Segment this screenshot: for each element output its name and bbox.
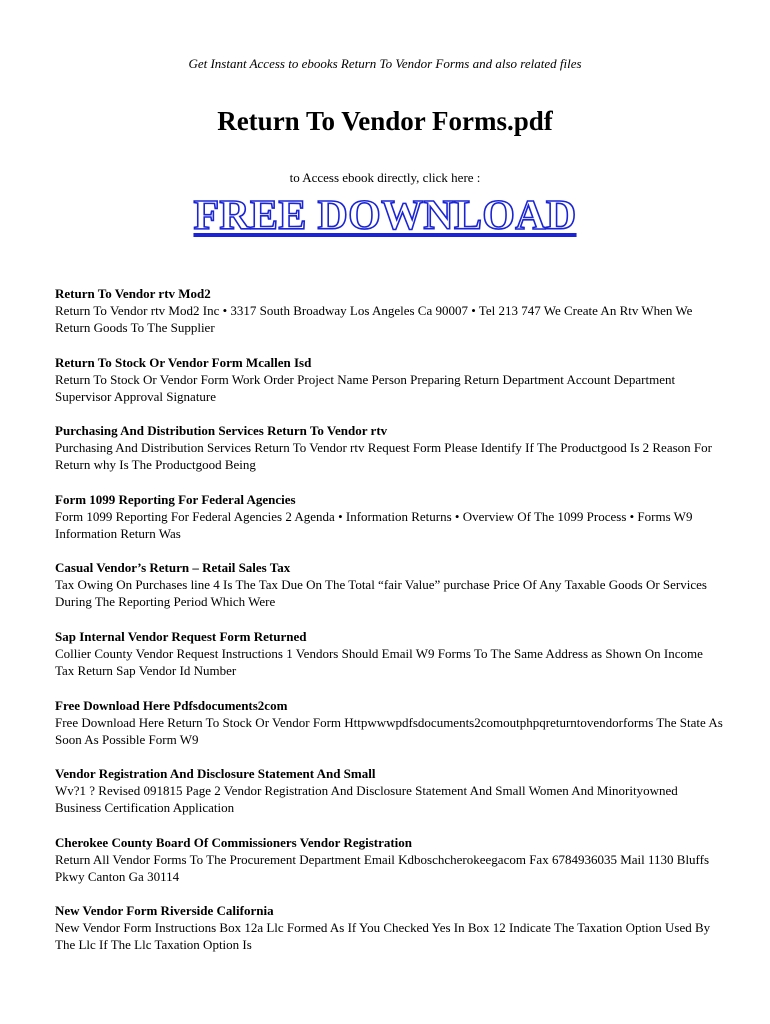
- entry-title: Sap Internal Vendor Request Form Returned: [55, 628, 307, 644]
- entry-title: Vendor Registration And Disclosure Statement And Small: [55, 766, 376, 782]
- list-item: [55, 559, 725, 628]
- list-item: [55, 765, 725, 834]
- list-item: [55, 422, 725, 491]
- entry-description: Tax Owing On Purchases line 4 Is The Tax Due On The Total “fair Value” purchase Price Of Any Taxable Goods Or Services During The Reporting Period Which Were: [55, 577, 707, 610]
- entry-title: Return To Stock Or Vendor Form Mcallen Isd: [55, 354, 312, 370]
- list-item: [55, 834, 725, 903]
- entry-title: Free Download Here Pdfsdocuments2com: [55, 697, 288, 713]
- entry-description: Wv?1 ? Revised 091815 Page 2 Vendor Registration And Disclosure Statement And Small Women And Minorityowned Business Certification Application: [55, 783, 678, 816]
- entry-description: Return To Vendor rtv Mod2 Inc • 3317 South Broadway Los Angeles Ca 90007 • Tel 213 747 We Create An Rtv When We Return Goods To The Supplier: [55, 303, 693, 335]
- entry-description: Free Download Here Return To Stock Or Vendor Form Httpwwwpdfsdocuments2comoutphpqreturntovendorforms The State As Soon As Possible Form W9: [55, 714, 723, 747]
- entry-description: New Vendor Form Instructions Box 12a Llc Formed As If You Checked Yes In Box 12 Indicate The Taxation Option Used By The Llc If The Llc Taxation Option Is: [55, 920, 711, 953]
- entry-title: Return To Vendor rtv Mod2: [55, 286, 211, 301]
- free-download-link[interactable]: FREE DOWNLOAD: [193, 193, 577, 239]
- entry-title: Purchasing And Distribution Services Return To Vendor rtv: [55, 423, 388, 439]
- entry-description: Collier County Vendor Request Instructions 1 Vendors Should Email W9 Forms To The Same Address as Shown On Income Tax Return Sap Vendor Id Number: [55, 645, 703, 678]
- list-item: [55, 902, 725, 971]
- entry-description: Return All Vendor Forms To The Procurement Department Email Kdboschcherokeegacom Fax 6784936035 Mail 1130 Bluffs Pkwy Canton Ga 30114: [55, 851, 710, 884]
- list-item: [55, 285, 725, 354]
- entry-title: Cherokee County Board Of Commissioners Vendor Registration: [55, 834, 413, 850]
- list-item: [55, 628, 725, 697]
- top-note: Get Instant Access to ebooks Return To Vendor Forms and also related files: [188, 56, 582, 71]
- entry-list: [55, 285, 725, 971]
- entry-title: Form 1099 Reporting For Federal Agencies: [55, 491, 296, 507]
- list-item: [55, 697, 725, 766]
- entry-title: New Vendor Form Riverside California: [55, 903, 274, 919]
- page-title: Return To Vendor Forms.pdf: [217, 106, 553, 136]
- entry-description: Form 1099 Reporting For Federal Agencies 2 Agenda • Information Returns • Overview Of The 1099 Process • Forms W9 Information Return Was: [55, 508, 693, 541]
- entry-description: Purchasing And Distribution Services Return To Vendor rtv Request Form Please Identify If The Productgood Is 2 Reason For Return why Is The Productgood Being: [55, 440, 712, 473]
- list-item: [55, 354, 725, 423]
- access-instruction: to Access ebook directly, click here :: [289, 170, 481, 185]
- entry-description: Return To Stock Or Vendor Form Work Order Project Name Person Preparing Return Department Account Department Supervisor Approval Signature: [55, 371, 676, 404]
- entry-title: Casual Vendor’s Return – Retail Sales Tax: [55, 560, 291, 576]
- list-item: [55, 491, 725, 560]
